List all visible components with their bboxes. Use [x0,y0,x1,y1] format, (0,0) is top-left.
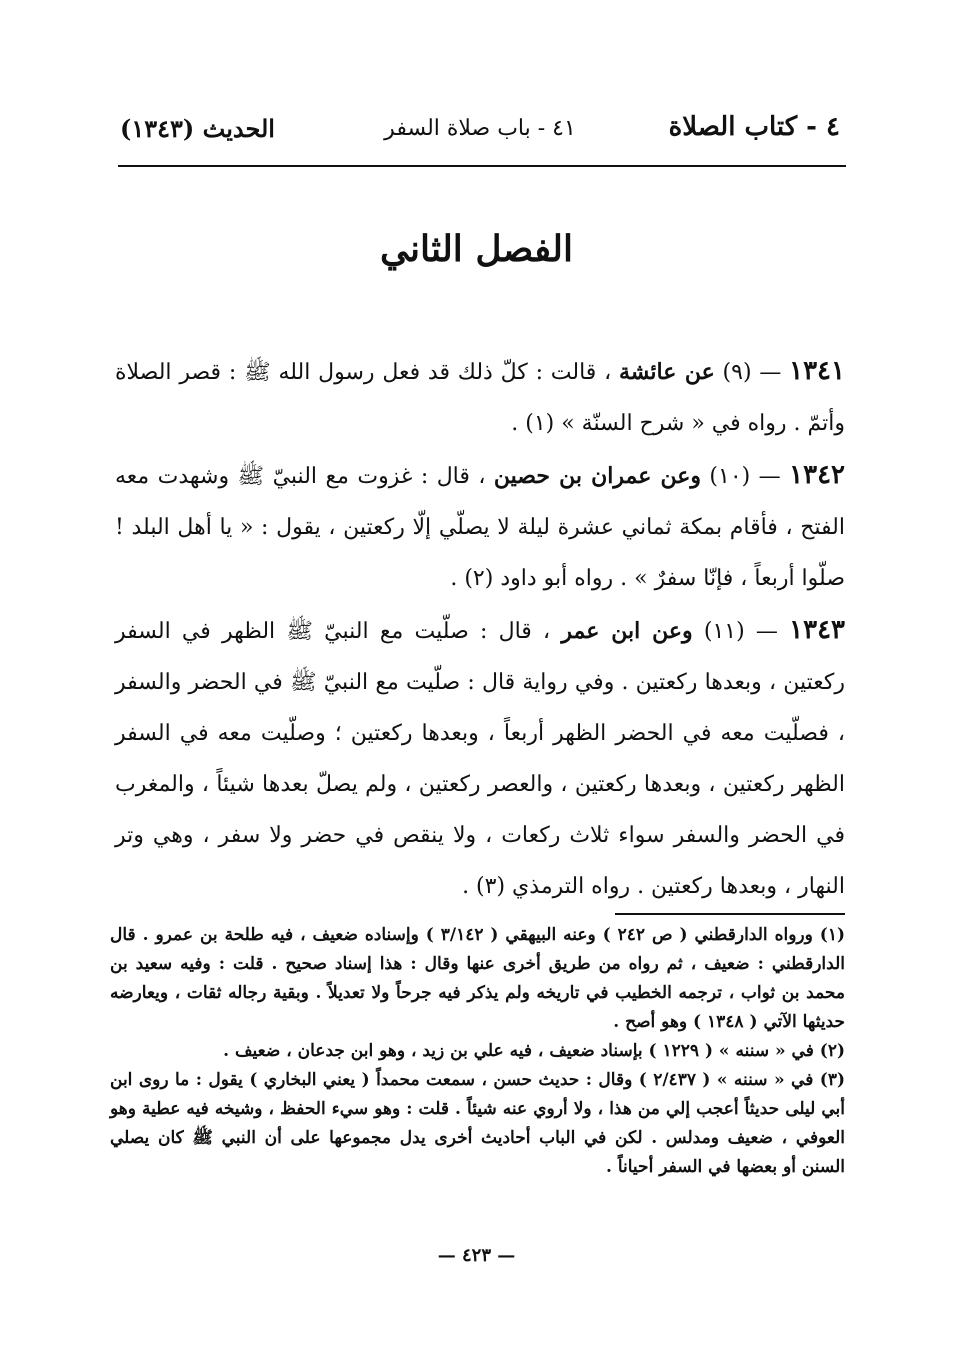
footnote-divider [615,913,845,915]
hadith-paragraph [115,450,845,604]
header-hadith-reference: الحديث (١٣٤٣) [120,114,275,143]
header-book-title: ٤ - كتاب الصلاة [668,112,840,142]
footnote: (٢) في « سننه » ( ١٢٢٩ ) بإسناد ضعيف ، فيه علي بن زيد ، وهو ابن جدعان ، ضعيف . [223,1041,845,1061]
hadith-index: — (٩) [722,360,782,385]
hadith-paragraph [115,346,845,449]
footnote: (٣) في « سننه » ( ٢/٤٣٧ ) وقال : حديث حسن ، سمعت محمداً ( يعني البخاري ) يقول : ما روى ابن أبي ليلى حديثاً أعجب إلي من هذا ، ولا أروي عنه شيئاً . قلت : وهو سيء الحفظ ، وشيخه فيه عطية وهو العوفي ، ضعيف ومدلس . لكن في الباب أحاديث أخرى يدل مجموعها على أن النبي ﷺ كان يصلي السنن أو بعضها في السفر أحياناً . [110,1070,845,1177]
hadith-narrator: وعن عمران بن حصين [493,463,701,489]
hadith-narrator: عن عائشة [619,359,715,385]
running-header [120,100,840,160]
hadith-narrator: وعن ابن عمر [561,618,693,644]
hadith-index: — (١٠) [709,464,781,489]
footnote: (١) ورواه الدارقطني ( ص ٢٤٢ ) وعنه البيهقي ( ٣/١٤٢ ) وإسناده ضعيف ، فيه طلحة بن عمرو . قال الدارقطني : ضعيف ، ثم رواه من طريق أخرى عنها وقال : هذا إسناد صحيح . قلت : وفيه سعيد بن محمد بن ثواب ، ترجمه الخطيب في تاريخه ولم يذكر فيه جرحاً ولا تعديلاً . وبقية رجاله ثقات ، ويعارضه حديثها الآتي ( ١٣٤٨ ) وهو أصح . [110,925,846,1032]
header-divider [118,165,846,167]
hadith-text: ، قال : غزوت مع النبيّ ﷺ وشهدت معه الفتح ، فأقام بمكة ثماني عشرة ليلة لا يصلّي إلّا ركعتين ، يقول : « يا أهل البلد ! صلّوا أربعاً ، فإنّا سفرٌ » . رواه أبو داود (٢) . [115,464,845,591]
header-chapter-title: ٤١ - باب صلاة السفر [384,116,576,141]
footnotes [110,921,845,1182]
hadith-index: — (١١) [703,619,778,644]
page-number: — ٤٢٣ — [437,1245,516,1266]
hadith-paragraph [115,605,845,912]
section-title: الفصل الثاني [379,228,574,270]
hadith-number: ١٣٤٢ [789,460,845,490]
hadith-number: ١٣٤١ [789,356,845,386]
hadith-number: ١٣٤٣ [789,615,845,645]
hadith-text: ، قالت : كلّ ذلك قد فعل رسول الله ﷺ : قصر الصلاة وأتمّ . رواه في « شرح السنّة » (١) . [115,360,845,436]
hadith-text: ، قال : صلّيت مع النبيّ ﷺ الظهر في السفر ركعتين ، وبعدها ركعتين . وفي رواية قال : صلّيت مع النبيّ ﷺ في الحضر والسفر ، فصلّيت معه في الحضر الظهر أربعاً ، وبعدها ركعتين ؛ وصلّيت معه في السفر الظهر ركعتين ، وبعدها ركعتين ، والعصر ركعتين ، ولم يصلّ بعدها شيئاً ، والمغرب في الحضر والسفر سواء ثلاث ركعات ، ولا ينقص في حضر ولا سفر ، وهي وتر النهار ، وبعدها ركعتين . رواه الترمذي (٣) . [115,619,845,899]
